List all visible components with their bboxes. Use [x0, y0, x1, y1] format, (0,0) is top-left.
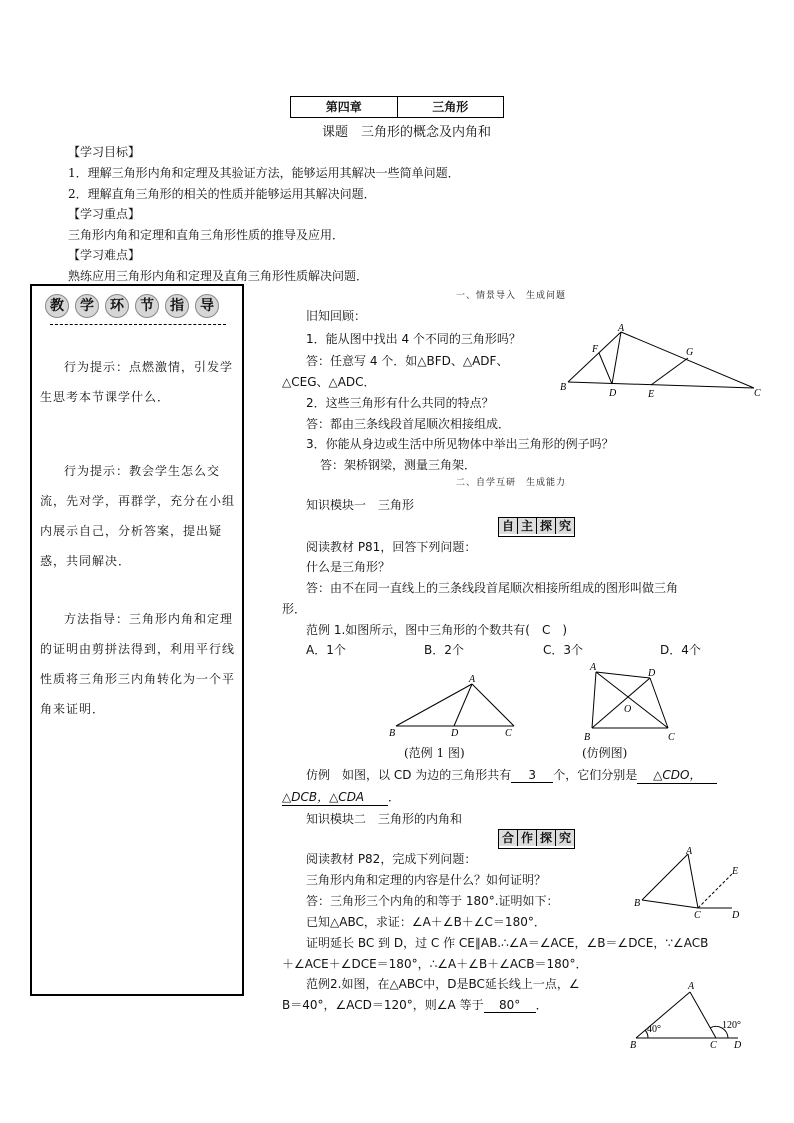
answer-3: 答：架桥钢梁，测量三角架．: [320, 458, 477, 472]
definition-line-1: 答：由不在同一直线上的三条线段首尾顺次相接所组成的图形叫做三角: [306, 581, 679, 595]
theorem-question: 三角形内角和定理的内容是什么？如何证明？: [306, 873, 547, 887]
label-F: F: [592, 344, 599, 355]
key-point: 三角形内角和定理和直角三角形性质的推导及应用．: [68, 228, 345, 242]
proof-line-1: 证明延长 BC 到 D，过 C 作 CE∥AB.∴∠A＝∠ACE，∠B＝∠DCE，∵∠ACB: [306, 936, 709, 950]
difficulty-point: 熟练应用三角形内角和定理及直角三角形性质解决问题．: [68, 269, 369, 283]
imitation-list-2: △DCB，△CDA: [282, 788, 388, 806]
badge-char: 作: [518, 830, 537, 846]
goal-heading: 【学习目标】: [68, 145, 141, 159]
section1-heading: 一、情景导入 生成问题: [456, 291, 567, 301]
fig1-label-C: C: [505, 728, 512, 739]
example-2-prefix: B＝40°，∠ACD＝120°，则∠A 等于: [282, 998, 484, 1012]
lesson-title: 课题 三角形的概念及内角和: [322, 125, 492, 140]
fig2-label-C: C: [668, 732, 675, 743]
imitation-list-1: △CDO，: [637, 766, 717, 784]
guide-char: 教: [45, 294, 69, 318]
badge-char: 合: [499, 830, 518, 846]
fig2-label-A: A: [590, 662, 597, 673]
example-1-suffix: ): [550, 623, 568, 637]
imitation-question: [306, 766, 717, 784]
chapter-label: 第四章: [291, 97, 398, 117]
fig2-label-B: B: [584, 732, 591, 743]
read-textbook-2: 阅读教材 P82，完成下列问题：: [306, 852, 477, 866]
guide-char: 节: [135, 294, 159, 318]
chapter-header: [290, 96, 504, 118]
fig1-label-D: D: [451, 728, 459, 739]
example-2-figure: [628, 978, 758, 1050]
guide-divider: [50, 324, 226, 325]
example-1-prefix: 范例 1.如图所示，图中三角形的个数共有(: [306, 623, 542, 637]
section2-heading: 二、自学互研 生成能力: [456, 478, 567, 488]
question-1: 1．能从图中找出 4 个不同的三角形吗？: [306, 332, 521, 346]
option-d: D．4个: [660, 643, 701, 657]
fig4-angle-B: 40°: [647, 1024, 661, 1035]
fig3-label-E: E: [732, 866, 739, 877]
badge-char: 主: [518, 518, 537, 534]
example-1-caption: (范例 1 图): [404, 746, 465, 760]
fig4-label-D: D: [734, 1040, 742, 1050]
label-B: B: [560, 382, 567, 393]
label-D: D: [609, 388, 617, 399]
difficulty-heading: 【学习难点】: [68, 248, 141, 262]
badge-char: 自: [499, 518, 518, 534]
proof-figure: [628, 846, 748, 922]
guide-char: 导: [195, 294, 219, 318]
imitation-end: ．: [388, 790, 401, 804]
example-2-end: ．: [535, 998, 548, 1012]
imitation-figure: [584, 660, 684, 744]
guide-char: 环: [105, 294, 129, 318]
key-heading: 【学习重点】: [68, 207, 141, 221]
badge-char: 究: [556, 830, 574, 846]
fig4-label-B: B: [630, 1040, 637, 1050]
goal-1: 1．理解三角形内角和定理及其验证方法，能够运用其解决一些简单问题．: [68, 166, 460, 180]
badge-char: 究: [556, 518, 574, 534]
cooperative-badge: [498, 829, 575, 849]
badge-char: 探: [537, 518, 556, 534]
guide-tip-3: 方法指导：三角形内角和定理的证明由剪拼法得到，利用平行线性质将三角形三内角转化为一个平角来证明．: [40, 612, 236, 716]
option-a: A．1个: [306, 643, 346, 657]
chapter-topic: 三角形: [432, 100, 469, 114]
imitation-count: 3: [511, 768, 553, 783]
example-2-line-1: 范例2.如图，在△ABC中，D是BC延长线上一点，∠: [306, 977, 580, 991]
badge-char: 探: [537, 830, 556, 846]
teaching-guide-box: [30, 284, 244, 996]
proof-line-2: ＋∠ACE＋∠DCE＝180°，∴∠A＋∠B＋∠ACB＝180°．: [282, 957, 588, 971]
goal-2: 2．理解直角三角形的相关的性质并能够运用其解决问题．: [68, 187, 376, 201]
imitation-caption: (仿例图): [582, 746, 628, 760]
definition-line-2: 形．: [282, 602, 307, 616]
label-C: C: [754, 388, 761, 399]
imitation-prefix: 仿例 如图，以 CD 为边的三角形共有: [306, 768, 512, 782]
example-1-answer: C: [541, 623, 551, 637]
fig3-label-C: C: [694, 910, 701, 921]
module-2-title: 知识模块二 三角形的内角和: [306, 812, 463, 826]
answer-1b: △CEG、△ADC．: [282, 375, 376, 389]
answer-1a: 答：任意写 4 个．如△BFD、△ADF、: [306, 354, 509, 368]
imitation-answer-line: [282, 788, 400, 806]
example-1: [306, 621, 567, 638]
example-2-line-2: [282, 996, 548, 1013]
option-c: C．3个: [543, 643, 584, 657]
option-b: B．2个: [424, 643, 464, 657]
read-textbook-1: 阅读教材 P81，回答下列问题：: [306, 540, 477, 554]
guide-tip-1: 行为提示：点燃激情，引发学生思考本节课学什么．: [40, 360, 234, 404]
question-3: 3．你能从身边或生活中所见物体中举出三角形的例子吗？: [306, 437, 614, 451]
imitation-mid: 个，它们分别是: [553, 768, 638, 782]
fig3-label-B: B: [634, 898, 641, 909]
fig1-label-A: A: [469, 674, 476, 685]
label-E: E: [648, 389, 655, 400]
fig3-label-D: D: [732, 910, 740, 921]
example-1-figure: [386, 672, 522, 742]
self-study-badge: [498, 517, 575, 537]
fig1-label-B: B: [389, 728, 396, 739]
answer-2: 答：都由三条线段首尾顺次相接组成．: [306, 417, 511, 431]
question-2: 2．这些三角形有什么共同的特点？: [306, 396, 494, 410]
fig4-label-A: A: [688, 981, 695, 992]
fig3-label-A: A: [686, 846, 693, 857]
review-label: 旧知回顾：: [306, 309, 367, 323]
theorem-statement: 答：三角形三个内角的和等于 180°.证明如下：: [306, 894, 559, 908]
example-2-answer: 80°: [484, 998, 536, 1013]
label-G: G: [686, 347, 694, 358]
fig4-label-C: C: [710, 1040, 717, 1050]
guide-char: 指: [165, 294, 189, 318]
fig4-angle-C: 120°: [722, 1020, 741, 1031]
module-1-title: 知识模块一 三角形: [306, 498, 415, 512]
fig2-label-O: O: [624, 704, 632, 715]
guide-title: [42, 294, 232, 324]
given-statement: 已知△ABC，求证：∠A＋∠B＋∠C＝180°．: [306, 915, 546, 929]
guide-char: 学: [75, 294, 99, 318]
fig2-label-D: D: [648, 668, 656, 679]
triangle-figure-1: [558, 322, 768, 402]
what-is-triangle: 什么是三角形？: [306, 560, 391, 574]
label-A: A: [618, 323, 625, 334]
guide-tip-2: 行为提示：教会学生怎么交流，先对学，再群学，充分在小组内展示自己，分析答案，提出疑惑，共同解决．: [40, 464, 236, 568]
